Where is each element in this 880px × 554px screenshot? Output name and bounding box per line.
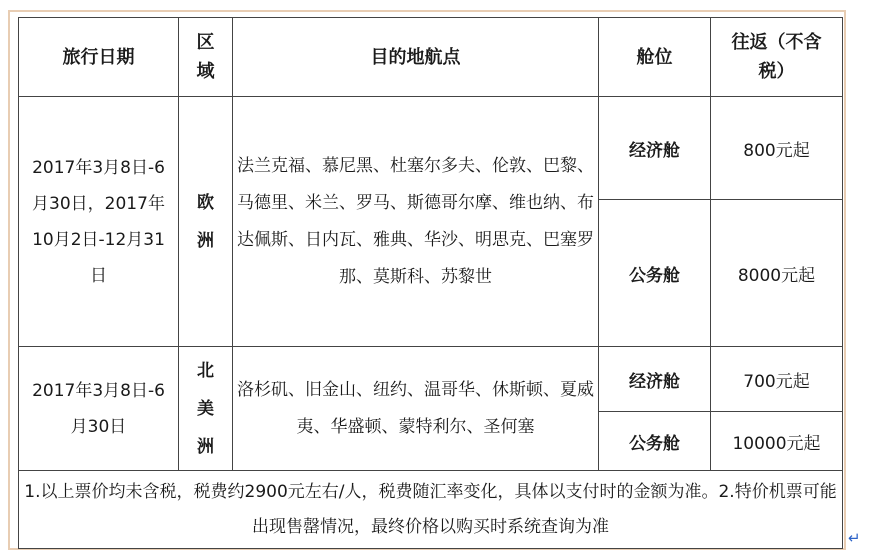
header-fare: 往返（不含税） xyxy=(711,18,843,97)
europe-destinations: 法兰克福、慕尼黑、杜塞尔多夫、伦敦、巴黎、马德里、米兰、罗马、斯德哥尔摩、维也纳、布达佩斯、日内瓦、雅典、华沙、明思克、巴塞罗那、莫斯科、苏黎世 xyxy=(233,97,599,347)
europe-economy-cabin: 经济舱 xyxy=(599,97,711,200)
table-row xyxy=(19,347,843,412)
europe-region: 欧洲 xyxy=(179,97,233,347)
europe-business-fare: 8000元起 xyxy=(711,200,843,347)
northamerica-business-cabin: 公务舱 xyxy=(599,412,711,471)
northamerica-economy-fare: 700元起 xyxy=(711,347,843,412)
header-destinations: 目的地航点 xyxy=(233,18,599,97)
europe-dates: 2017年3月8日-6月30日，2017年10月2日-12月31日 xyxy=(19,97,179,347)
header-region: 区域 xyxy=(179,18,233,97)
northamerica-business-fare: 10000元起 xyxy=(711,412,843,471)
paragraph-return-icon: ↵ xyxy=(848,529,861,547)
header-row xyxy=(19,18,843,97)
northamerica-dates: 2017年3月8日-6月30日 xyxy=(19,347,179,471)
fare-table xyxy=(18,17,843,549)
europe-business-cabin: 公务舱 xyxy=(599,200,711,347)
northamerica-economy-cabin: 经济舱 xyxy=(599,347,711,412)
northamerica-region: 北美洲 xyxy=(179,347,233,471)
table-row xyxy=(19,97,843,200)
footnote: 1.以上票价均未含税，税费约2900元左右/人，税费随汇率变化，具体以支付时的金额为准。2.特价机票可能出现售罄情况，最终价格以购买时系统查询为准 xyxy=(19,471,843,549)
europe-economy-fare: 800元起 xyxy=(711,97,843,200)
header-cabin: 舱位 xyxy=(599,18,711,97)
northamerica-destinations: 洛杉矶、旧金山、纽约、温哥华、休斯顿、夏威夷、华盛顿、蒙特利尔、圣何塞 xyxy=(233,347,599,471)
note-row xyxy=(19,471,843,549)
header-date: 旅行日期 xyxy=(19,18,179,97)
